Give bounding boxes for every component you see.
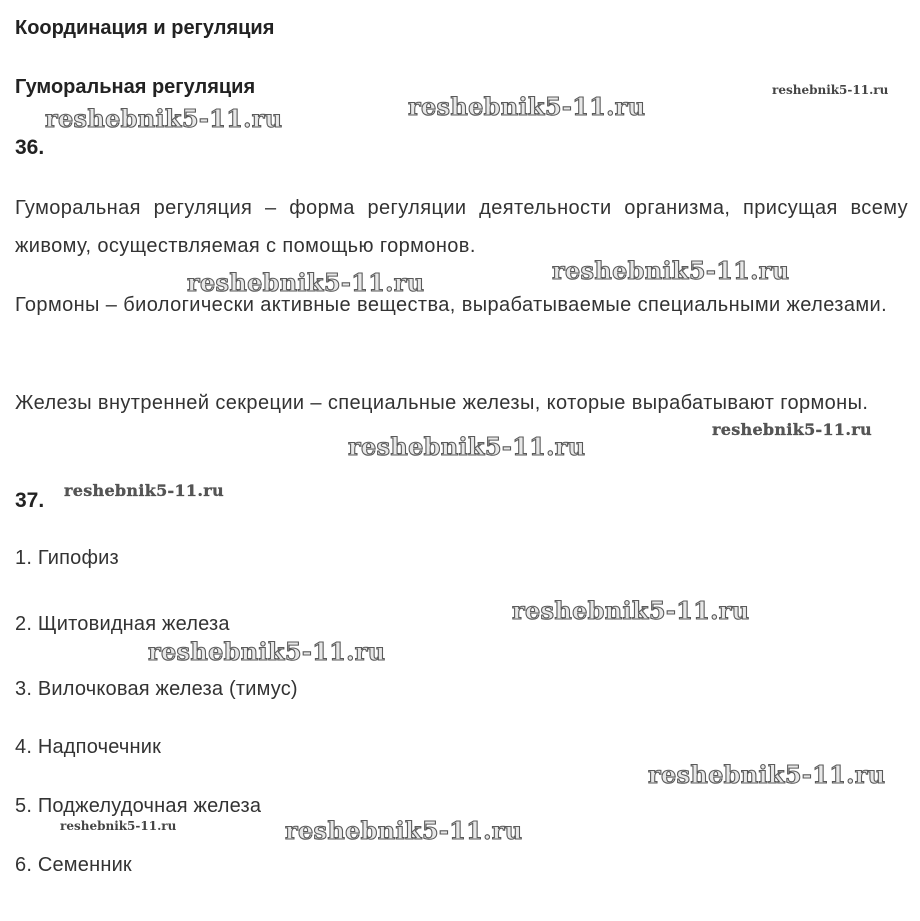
watermark: reshebnik5-11.ru: [648, 760, 886, 789]
watermark: reshebnik5-11.ru: [552, 256, 790, 285]
watermark: reshebnik5-11.ru: [772, 83, 889, 97]
watermark: reshebnik5-11.ru: [712, 420, 872, 439]
watermark: reshebnik5-11.ru: [512, 596, 750, 625]
list-item: 6. Семенник: [15, 854, 132, 876]
list-item: 4. Надпочечник: [15, 736, 162, 758]
section-title: Координация и регуляция: [15, 17, 275, 39]
list-item: 5. Поджелудочная железа: [15, 795, 262, 817]
watermark: reshebnik5-11.ru: [408, 92, 646, 121]
task-36-number: 36.: [15, 136, 45, 159]
task-37-number: 37.: [15, 489, 45, 512]
watermark: reshebnik5-11.ru: [187, 268, 425, 297]
paragraph-humoral-regulation: Гуморальная регуляция – форма регуляции деятельности организма, присущая всему живому, осуществляемая с помощью гормонов.: [15, 197, 908, 257]
watermark: reshebnik5-11.ru: [60, 819, 177, 833]
watermark: reshebnik5-11.ru: [148, 637, 386, 666]
subsection-title: Гуморальная регуляция: [15, 76, 256, 98]
paragraph-hormones: Гормоны – биологически активные вещества, вырабатываемые специальными железами.: [15, 294, 888, 316]
list-item: 3. Вилочковая железа (тимус): [15, 678, 298, 700]
paragraph-endocrine-glands: Железы внутренней секреции – специальные железы, которые вырабатывают гормоны.: [15, 392, 869, 414]
watermark: reshebnik5-11.ru: [285, 816, 523, 845]
list-item: 2. Щитовидная железа: [15, 613, 230, 635]
watermark: reshebnik5-11.ru: [64, 481, 224, 500]
list-item: 1. Гипофиз: [15, 547, 119, 569]
watermark: reshebnik5-11.ru: [348, 432, 586, 461]
watermark: reshebnik5-11.ru: [45, 104, 283, 133]
